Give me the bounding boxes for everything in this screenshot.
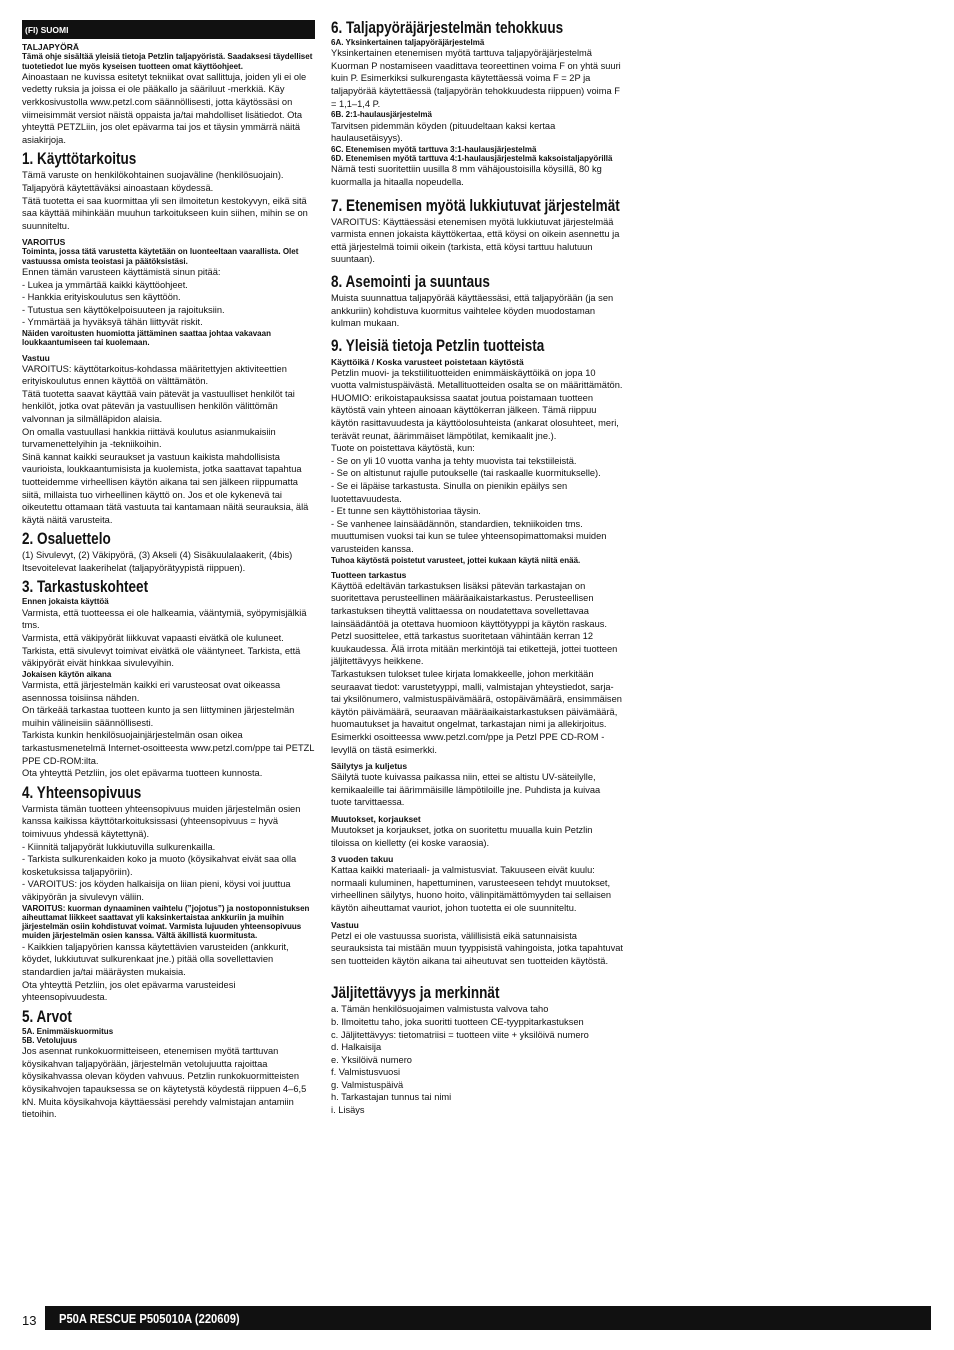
- section-8-heading: 8. Asemointi ja suuntaus: [331, 272, 490, 291]
- marking-item: e. Yksilöivä numero: [331, 1054, 412, 1065]
- s6-sub-c: 6C. Etenemisen myötä tarttuva 3:1-haulausjärjestelmä: [331, 144, 537, 154]
- s9-liability-title: Vastuu: [331, 919, 359, 930]
- s4-p1: Varmista tämän tuotteen yhteensopivuus muiden järjestelmän osien kanssa kaikissa käyttötarkoituksissasi (yhteensopivuus = hyvä toimivuus yhdessä käytettynä).: [22, 803, 301, 839]
- s1-list-item: - Tutustua sen käyttökelpoisuuteen ja rajoituksiin.: [22, 304, 225, 315]
- marking-item: g. Valmistuspäivä: [331, 1079, 404, 1090]
- section-1-heading: 1. Käyttötarkoitus: [22, 150, 137, 169]
- marking-item: h. Tarkastajan tunnus tai nimi: [331, 1092, 452, 1103]
- s9-modifications: Muutokset ja korjaukset, jotka on suoritettu muualla kuin Petzlin tiloissa on kielletty (ei koske varaosia).: [331, 824, 593, 848]
- s9-life-list-item: - Et tunne sen käyttöhistoriaa täysin.: [331, 506, 481, 517]
- s8-text: Muista suunnattua taljapyörää käyttäessäsi, että taljapyörään (ja sen ankkuriin) kohdistuva kuormitus vaihtelee köyden muodostaman kulman mukaan.: [331, 292, 614, 329]
- s1-warning-end: Näiden varoitusten huomiotta jättäminen saattaa johtaa vakavaan loukkaantumiseen tai kuolemaan.: [22, 328, 271, 348]
- s9-life-list-item: - Se ei läpäise tarkastusta. Sinulla on pienikin epäilys sen luotettavuudesta.: [331, 481, 568, 504]
- section-10-heading: Jäljitettävyys ja merkinnät: [331, 984, 500, 1003]
- s5-text: Jos asennat runkokuormitteiseen, etenemisen myötä tarttuvan köysikahvan taljapyörään, järjestelmän vetolujuutta rajoittaa köysikahvassa olevan köyden vahvuus. Petzlin runkokuormitteisten köysikahvojen tapauksessa se on käytetystä köydestä riippuen 4–6,5 kN. Muita köysikahvoja käyttäessäsi perehdy valmistajan antamiin tietoihin.: [22, 1046, 307, 1120]
- section-9-heading: 9. Yleisiä tietoja Petzlin tuotteista: [331, 336, 545, 355]
- s3-sub1: Ennen jokaista käyttöä: [22, 597, 109, 607]
- s9-life-list-item: - Se on yli 10 vuotta vanha ja tehty muovista tai tekstiileistä.: [331, 455, 577, 466]
- s6-sub-b: 6B. 2:1-haulausjärjestelmä: [331, 110, 432, 120]
- s1-responsibility-title: Vastuu: [22, 352, 50, 363]
- marking-item: f. Valmistusvuosi: [331, 1067, 401, 1078]
- s9-insp2: Tarkastuksen tulokset tulee kirjata lomakkeelle, johon merkitään seuraavat tiedot: varustetyyppi, malli, valmistajan yhteystiedot, sarja- tai yksilönumero, valmistuspäivämäärä, ostopäivämäärä, ensimmäisen käytön päivämäärä, seuraavan määräaikaistarkastuksen päivämäärä, huomautukset ja havaitut ongelmat, tarkastajan nimi ja allekirjoitus. Esimerkki osoitteessa www.petzl.com/ppe ja Petzl PPE CD-ROM -levyllä on tästä esimerkki.: [331, 669, 622, 755]
- marking-item: a. Tämän henkilösuojaimen valmistusta valvova taho: [331, 1004, 549, 1015]
- s9-inspection-title: Tuotteen tarkastus: [331, 569, 407, 580]
- s3-p3: Varmista, että järjestelmän kaikki eri varusteosat ovat oikeassa asennossa toisiinsa nähden.: [22, 680, 281, 703]
- s9-insp1: Käyttöä edeltävän tarkastuksen lisäksi pätevän tarkastajan on suoritettava perusteellinen määräaikaistarkastus. Perusteellisen tarkastuksen tiheyttä valittaessa on noudatettava sovellettavaa lainsäädäntöä ja otettava huomioon käyttötyyppi ja käytön raskaus. Petzl suosittelee, että tarkastus suoritetaan vähintään kerran 12 kuukaudessa. Älä irrota mitään merkintöjä tai etikettejä, jottei tuotteen jäljitettävyys heikkene.: [331, 580, 618, 667]
- section-7-heading: 7. Etenemisen myötä lukkiutuvat järjestelmät: [331, 196, 620, 215]
- s4-list-item: - VAROITUS: jos köyden halkaisija on liian pieni, köysi voi juuttua väkipyörän ja sivulevyn väliin.: [22, 879, 291, 902]
- s3-p1: Varmista, että tuotteessa ei ole halkeamia, vääntymiä, syöpymisjälkiä tms.: [22, 607, 307, 631]
- document-reference: P50A RESCUE P505010A (220609): [59, 1311, 240, 1326]
- s5-sub2: 5B. Vetolujuus: [22, 1036, 78, 1045]
- s2-text: (1) Sivulevyt, (2) Väkipyörä, (3) Akseli (4) Sisäkuulalaakerit, (4bis) Itsevoitelevat laakerihelat (taljapyörätyypistä riippuen).: [22, 550, 293, 573]
- s9-life3: Tuote on poistettava käytöstä, kun:: [331, 443, 475, 454]
- s4-p2: Ota yhteyttä Petzliin, jos olet epävarma varusteidesi yhteensopivuudesta.: [22, 979, 236, 1003]
- s3-p6: Ota yhteyttä Petzliin, jos olet epävarma tuotteen kunnosta.: [22, 768, 263, 779]
- footer-bar: [45, 1306, 931, 1330]
- s3-p5: Tarkista kunkin henkilösuojainjärjestelmän osan oikea tarkastusmenetelmä Internet-osoitteesta www.petzl.com/ppe tai PETZL PPE CD-ROM:ilta.: [22, 730, 315, 766]
- s1-resp1: VAROITUS: käyttötarkoitus-kohdassa määritettyjen aktiviteettien erityiskoulutus ennen käyttöä on välttämätön.: [22, 363, 287, 387]
- s1-list-item: - Lukea ja ymmärtää kaikki käyttöohjeet.: [22, 279, 188, 290]
- s4-list-item: - Kaikkien taljapyörien kanssa käytettävien varusteiden (ankkurit, köydet, lukkiutuvat sulkurenkaat jne.) pitää olla sovellettavien standardien ja/tai määräysten mukaisia.: [22, 941, 289, 977]
- section-6-heading: 6. Taljapyöräjärjestelmän tehokkuus: [331, 19, 564, 37]
- s6-text-d: Nämä testi suoritettiin uusilla 8 mm vähäjoustoisilla köysillä, 80 kg kuormalla ja hitaalla nopeudella.: [331, 164, 602, 187]
- s1-warning-bold: Toiminta, jossa tätä varustetta käytetään on luonteeltaan vaarallista. Olet vastuussa omista teoistasi ja päätöksistäsi.: [22, 247, 299, 266]
- left-column: [22, 20, 315, 1121]
- s1-resp2: Tätä tuotetta saavat käyttää vain pätevät ja vastuulliset henkilöt tai henkilöt, jotka ovat pätevän ja vastuullisen henkilön välittömän valvonnan ja silmälläpidon alaisia.: [22, 388, 295, 424]
- s9-life2: HUOMIO: erikoistapauksissa saatat joutua poistamaan tuotteen käytöstä vain yhteen ainoaan käyttökerran jälkeen. Tämä riippuu käytön rasittavuudesta ja käyttöolosuhteista (ankarat olosuhteet, meri, terävät reunat, äärimmäiset lämpötilat, kemikaalit jne.).: [331, 392, 619, 441]
- s6-text-a: Yksinkertainen etenemisen myötä tarttuva taljapyöräjärjestelmä Kuorman P nostamiseen vaadittava teoreettinen voima F on yhtä suuri kuin P. Esimerkiksi sulkurengasta käytettäessä voima F = 2P ja taljapyörää käytettäessä (taljapyörän tehokkuudesta riippuen) voima F = 1,1–1,4 P.: [331, 48, 621, 109]
- s9-life-bold: Tuhoa käytöstä poistetut varusteet, jottei kukaan käytä niitä enää.: [331, 555, 581, 565]
- s1-resp4: Sinä kannat kaikki seuraukset ja vastuun kaikista mahdollisista vaurioista, loukkaantumisista ja kuolemista, jotka saattavat tapahtua tuotteidemme virheellisen käytön aikana tai sen jälkeen riippumatta siitä, millaista tuo virheellinen käyttö on. Jos et ole kykenevä tai oikeutettu ottamaan tätä vastuuta tai kantamaan näitä seurauksia, älä käytä näitä varusteita.: [22, 451, 309, 525]
- page-number: 13: [22, 1313, 37, 1328]
- s6-text-b: Tarvitsen pidemmän köyden (pituudeltaan kaksi kertaa haulausetäisyys).: [331, 120, 556, 144]
- s1-warning-intro: Ennen tämän varusteen käyttämistä sinun pitää:: [22, 267, 221, 278]
- section-2-heading: 2. Osaluettelo: [22, 530, 111, 549]
- s1-list-item: - Hankkia erityiskoulutus sen käyttöön.: [22, 292, 181, 303]
- s1-p1: Tämä varuste on henkilökohtainen suojaväline (henkilösuojain). Taljapyörä käytettäväksi ainoastaan köydessä.: [22, 170, 284, 194]
- s6-sub-d: 6D. Etenemisen myötä tarttuva 4:1-haulausjärjestelmä kaksoistaljapyörillä: [331, 154, 613, 164]
- s9-modifications-title: Muutokset, korjaukset: [331, 813, 421, 824]
- s4-list-item: - Kiinnitä taljapyörät lukkiutuvilla sulkurenkailla.: [22, 841, 216, 852]
- section-5-heading: 5. Arvot: [22, 1007, 72, 1026]
- section-3-heading: 3. Tarkastuskohteet: [22, 578, 149, 597]
- s9-life-title: Käyttöikä / Koska varusteet poistetaan käytöstä: [331, 356, 524, 367]
- s3-p4: On tärkeää tarkastaa tuotteen kunto ja sen liittyminen järjestelmän muihin välineisiin säännöllisesti.: [22, 705, 295, 728]
- section-4-heading: 4. Yhteensopivuus: [22, 783, 142, 802]
- s9-life-list-item: - Se vanhenee lainsäädännön, standardien, tekniikoiden tms. muuttumisen vuoksi tai kun se tulee yhteensopimattomaksi muiden varusteiden kanssa.: [331, 518, 607, 554]
- s5-sub1: 5A. Enimmäiskuormitus: [22, 1026, 114, 1036]
- s9-life-list-item: - Se on altistunut rajulle putoukselle (tai raskaalle kuormitukselle).: [331, 468, 601, 479]
- s3-p2: Varmista, että väkipyörät liikkuvat vapaasti eivätkä ole kuluneet. Tarkista, että sivulevyt toimivat eivätkä ole vääntyneet. Tarkista, että väkipyörät eivät hinkkaa sivulevyihin.: [22, 632, 301, 669]
- marking-item: b. Ilmoitettu taho, joka suoritti tuotteen CE-tyyppitarkastuksen: [331, 1016, 584, 1027]
- intro-bold: Tämä ohje sisältää yleisiä tietoja Petzlin taljapyöristä. Saadaksesi täydelliset tuotetiedot lue myös kyseisen tuotteen omat käyttöohjeet.: [22, 52, 313, 71]
- s7-text: VAROITUS: Käyttäessäsi etenemisen myötä lukkiutuvat järjestelmää varmista ennen jokaista käyttökertaa, että köysi on oikein asennettu ja että järjestelmä toimii oikein (tarkista, että köysi tarttuu halutuun suuntaan).: [331, 216, 620, 265]
- s4-warning: VAROITUS: kuorman dynaaminen vaihtelu (”jojotus”) ja nostoponnistuksen aiheuttamat liikkeet saattavat yli kaksinkertaistaa ankkuriin ja muihin järjestelmän osiin kohdistuvat voimat. Varmista lujuuden yhteensopivuus muiden järjestelmän osien kanssa. Vältä äkillistä kuormitusta.: [22, 903, 310, 941]
- s9-life1: Petzlin muovi- ja tekstiilituotteiden enimmäiskäyttöikä on jopa 10 vuotta valmistuspäivästä. Metallituotteiden osalta se on määrittämätön.: [331, 367, 623, 391]
- s9-storage-title: Säilytys ja kuljetus: [331, 761, 408, 772]
- s1-p2: Tätä tuotetta ei saa kuormittaa yli sen ilmoitetun kestokyvyn, eikä sitä saa käyttää mihinkään muuhun tarkoitukseen kuin siihen, mihin se on suunniteltu.: [22, 195, 308, 231]
- s1-warning-title: VAROITUS: [22, 237, 66, 248]
- language-bar: (FI) SUOMI: [22, 20, 315, 39]
- s9-warranty-title: 3 vuoden takuu: [331, 854, 394, 865]
- s3-sub2: Jokaisen käytön aikana: [22, 669, 112, 679]
- s9-storage: Säilytä tuote kuivassa paikassa niin, ettei se altistu UV-säteilylle, kemikaaleille tai äärimmäisille lämpötiloille jne. Puhdista ja kuivaa tuote tarvittaessa.: [331, 772, 601, 808]
- s9-liability: Petzl ei ole vastuussa suorista, välillisistä eikä satunnaisista seurauksista tai mistään muun tyyppisistä vahingoista, jotka tapahtuvat sen tuotteiden käytön aikana tai aiheutuvat sen tuotteiden käytöstä.: [331, 930, 623, 966]
- s4-list-item: - Tarkista sulkurenkaiden koko ja muoto (köysikahvat eivät saa olla kosketuksissa taljapyöriin).: [22, 854, 297, 877]
- marking-item: c. Jäljitettävyys: tietomatriisi = tuotteen viite + yksilöivä numero: [331, 1029, 589, 1040]
- marking-item: d. Halkaisija: [331, 1042, 382, 1053]
- s6-sub-a: 6A. Yksinkertainen taljapyöräjärjestelmä: [331, 38, 485, 47]
- right-column: [331, 20, 623, 1117]
- s1-resp3: On omalla vastuullasi hankkia riittävä koulutus asianmukaisiin turvamenettelyihin ja -tekniikoihin.: [22, 426, 276, 450]
- s9-warranty: Kattaa kaikki materiaali- ja valmistusviat. Takuuseen eivät kuulu: normaali kuluminen, hapettuminen, varusteeseen tehdyt muutokset, virheellinen säilytys, huono hoito, välinpitämättömyyden tai sellaisen käytön aiheuttamat vauriot, johon tuotetta ei ole suunniteltu.: [331, 865, 612, 913]
- s1-list-item: - Ymmärtää ja hyväksyä tähän liittyvät riskit.: [22, 317, 203, 328]
- intro-text: Ainoastaan ne kuvissa esitetyt tekniikat ovat sallittuja, joiden yli ei ole vedetty ruksia ja joissa ei ole pääkallo ja sääriluut -merkkiä. Käy verkkosivustolla www.petzl.com säännöllisesti, jotta käytössäsi on viimeisimmät versiot näistä oppaista ja/tai mahdolliset lisätiedot. Ota yhteyttä PETZLiin, jos olet epävarma tai jos et täysin ymmärrä näitä asiakirjoja.: [22, 71, 307, 145]
- marking-item: i. Lisäys: [331, 1105, 365, 1116]
- intro-title: TALJAPYÖRÄ: [22, 42, 79, 52]
